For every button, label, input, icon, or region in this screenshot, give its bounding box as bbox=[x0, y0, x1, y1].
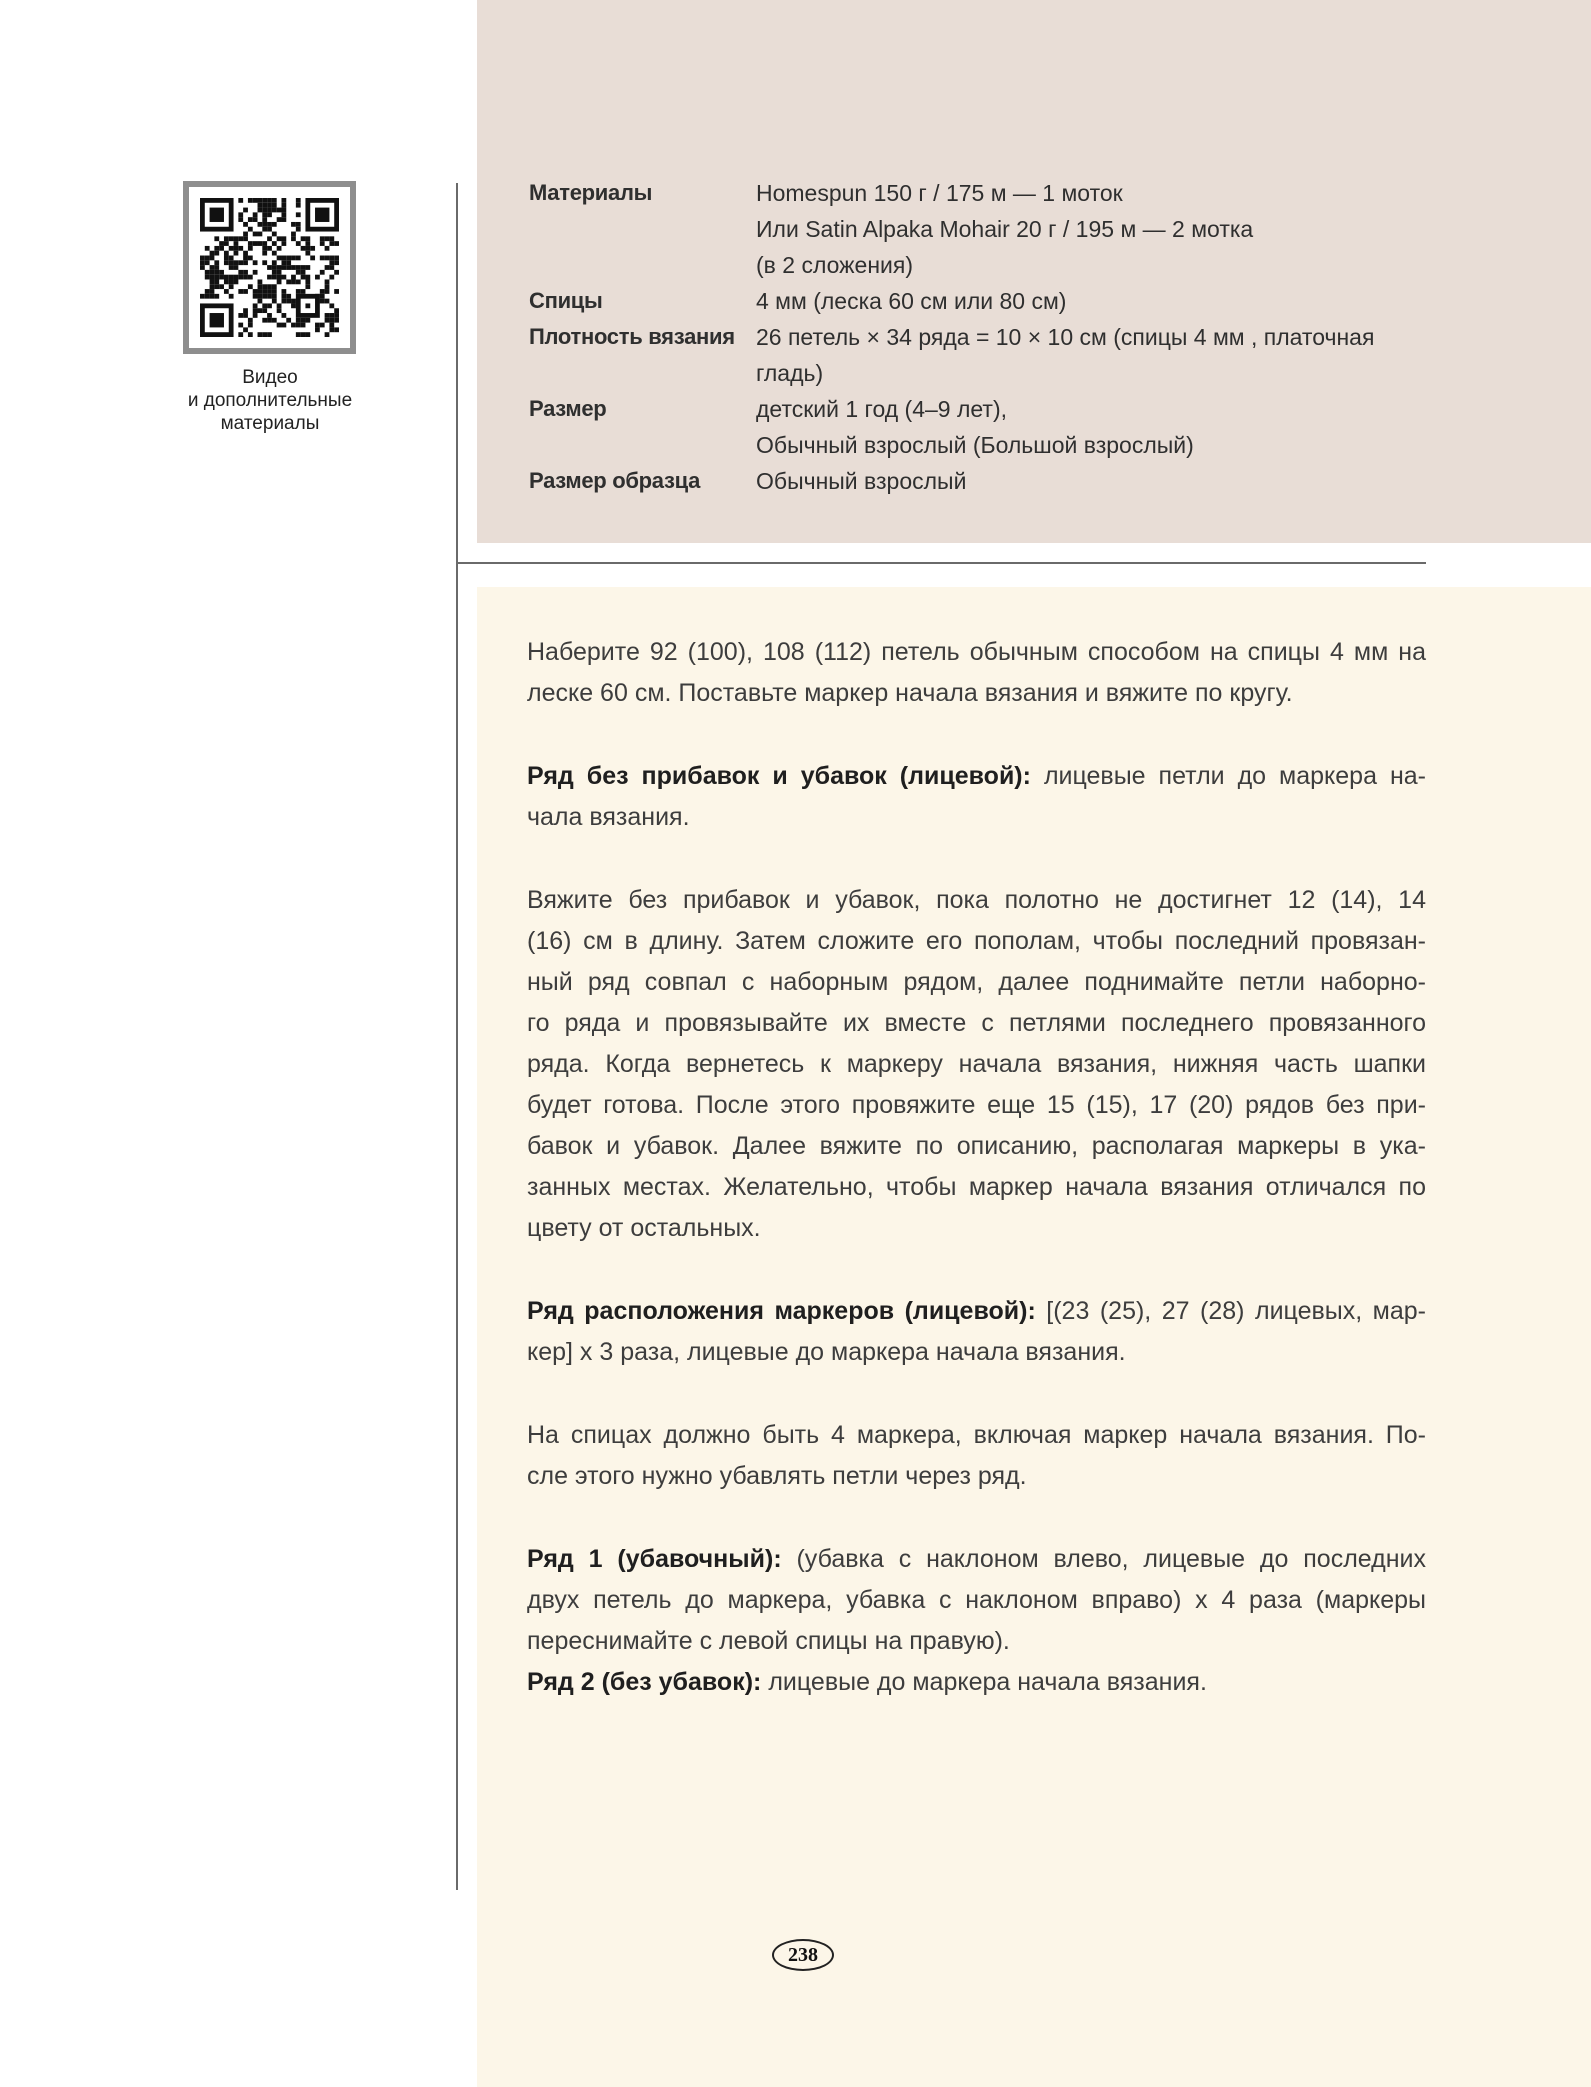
paragraph-line: двух петель до маркера, убавка с наклоном вправо) x 4 раза (маркеры bbox=[527, 1586, 1426, 1614]
materials-value: (в 2 сложения) bbox=[756, 252, 914, 278]
paragraph-line bbox=[527, 1539, 1426, 1580]
materials-label: Материалы bbox=[529, 180, 653, 205]
materials-value: Обычный взрослый (Большой взрослый) bbox=[756, 432, 1194, 458]
paragraph-line: Наберите 92 (100), 108 (112) петель обычным способом на спицы 4 мм на bbox=[527, 638, 1426, 666]
row-text: (убавка с наклоном влево, лицевые до последних bbox=[781, 1545, 1426, 1573]
paragraph-line bbox=[527, 1662, 1426, 1703]
paragraph-line: бавок и убавок. Далее вяжите по описанию, располагая маркеры в ука- bbox=[527, 1132, 1426, 1160]
paragraph-line: сле этого нужно убавлять петли через ряд. bbox=[527, 1462, 1027, 1490]
paragraph-line: На спицах должно быть 4 маркера, включая маркер начала вязания. По- bbox=[527, 1421, 1426, 1449]
paragraph-line: цвету от остальных. bbox=[527, 1214, 761, 1242]
qr-caption-line: Видео bbox=[242, 367, 298, 388]
horizontal-divider bbox=[456, 562, 1426, 564]
paragraph-line: (16) см в длину. Затем сложите его пополам, чтобы последний провязан- bbox=[527, 927, 1426, 955]
qr-caption-line: материалы bbox=[220, 413, 320, 434]
qr-code-icon bbox=[200, 198, 339, 337]
qr-code[interactable] bbox=[183, 181, 356, 354]
materials-value: Обычный взрослый bbox=[756, 468, 967, 494]
paragraph-line: переснимайте с левой спицы на правую). bbox=[527, 1627, 1010, 1655]
materials-label: Плотность вязания bbox=[529, 324, 735, 349]
vertical-divider bbox=[456, 183, 458, 1890]
materials-value: 26 петель × 34 ряда = 10 × 10 см (спицы 4 мм , платочная bbox=[756, 324, 1375, 350]
paragraph-line bbox=[527, 756, 1426, 797]
paragraph-line: Вяжите без прибавок и убавок, пока полотно не достигнет 12 (14), 14 bbox=[527, 886, 1426, 914]
row-heading: Ряд расположения маркеров (лицевой): bbox=[527, 1297, 1036, 1325]
materials-row-gauge bbox=[529, 319, 1429, 391]
materials-row-sample-size bbox=[529, 463, 1429, 499]
materials-value: 4 мм (леска 60 см или 80 см) bbox=[756, 288, 1067, 314]
materials-value: гладь) bbox=[756, 360, 824, 386]
paragraph-line: будет готова. После этого провяжите еще 15 (15), 17 (20) рядов без при- bbox=[527, 1091, 1426, 1119]
materials-label: Спицы bbox=[529, 288, 603, 313]
paragraph-line: чала вязания. bbox=[527, 803, 690, 831]
materials-table bbox=[529, 175, 1429, 499]
materials-value: детский 1 год (4–9 лет), bbox=[756, 396, 1007, 422]
materials-label: Размер образца bbox=[529, 468, 701, 493]
row-text: лицевые петли до маркера на- bbox=[1030, 762, 1426, 790]
qr-caption-line: и дополнительные bbox=[187, 390, 353, 411]
materials-row-size bbox=[529, 391, 1429, 463]
qr-caption bbox=[160, 366, 380, 435]
row-text: лицевые до маркера начала вязания. bbox=[761, 1668, 1207, 1696]
instructions-text bbox=[527, 632, 1426, 1703]
materials-row-needles bbox=[529, 283, 1429, 319]
page-number: 238 bbox=[772, 1939, 834, 1971]
paragraph-line bbox=[527, 1291, 1426, 1332]
paragraph-line: го ряда и провязывайте их вместе с петлями последнего провязанного bbox=[527, 1009, 1426, 1037]
paragraph-line: ряда. Когда вернетесь к маркеру начала вязания, нижняя часть шапки bbox=[527, 1050, 1426, 1078]
row-text: [(23 (25), 27 (28) лицевых, мар- bbox=[1035, 1297, 1426, 1325]
materials-row-yarn bbox=[529, 175, 1429, 283]
paragraph-line: кер] x 3 раза, лицевые до маркера начала вязания. bbox=[527, 1338, 1126, 1366]
paragraph-line: леске 60 см. Поставьте маркер начала вязания и вяжите по кругу. bbox=[527, 679, 1293, 707]
paragraph-line: занных местах. Желательно, чтобы маркер начала вязания отличался по bbox=[527, 1173, 1426, 1201]
materials-label: Размер bbox=[529, 396, 607, 421]
row-heading: Ряд без прибавок и убавок (лицевой): bbox=[527, 762, 1031, 790]
row-heading: Ряд 2 (без убавок): bbox=[527, 1668, 762, 1696]
materials-value: Homespun 150 г / 175 м — 1 моток bbox=[756, 180, 1123, 206]
materials-value: Или Satin Alpaka Mohair 20 г / 195 м — 2 мотка bbox=[756, 216, 1254, 242]
row-heading: Ряд 1 (убавочный): bbox=[527, 1545, 782, 1573]
paragraph-line: ный ряд совпал с наборным рядом, далее поднимайте петли наборно- bbox=[527, 968, 1426, 996]
